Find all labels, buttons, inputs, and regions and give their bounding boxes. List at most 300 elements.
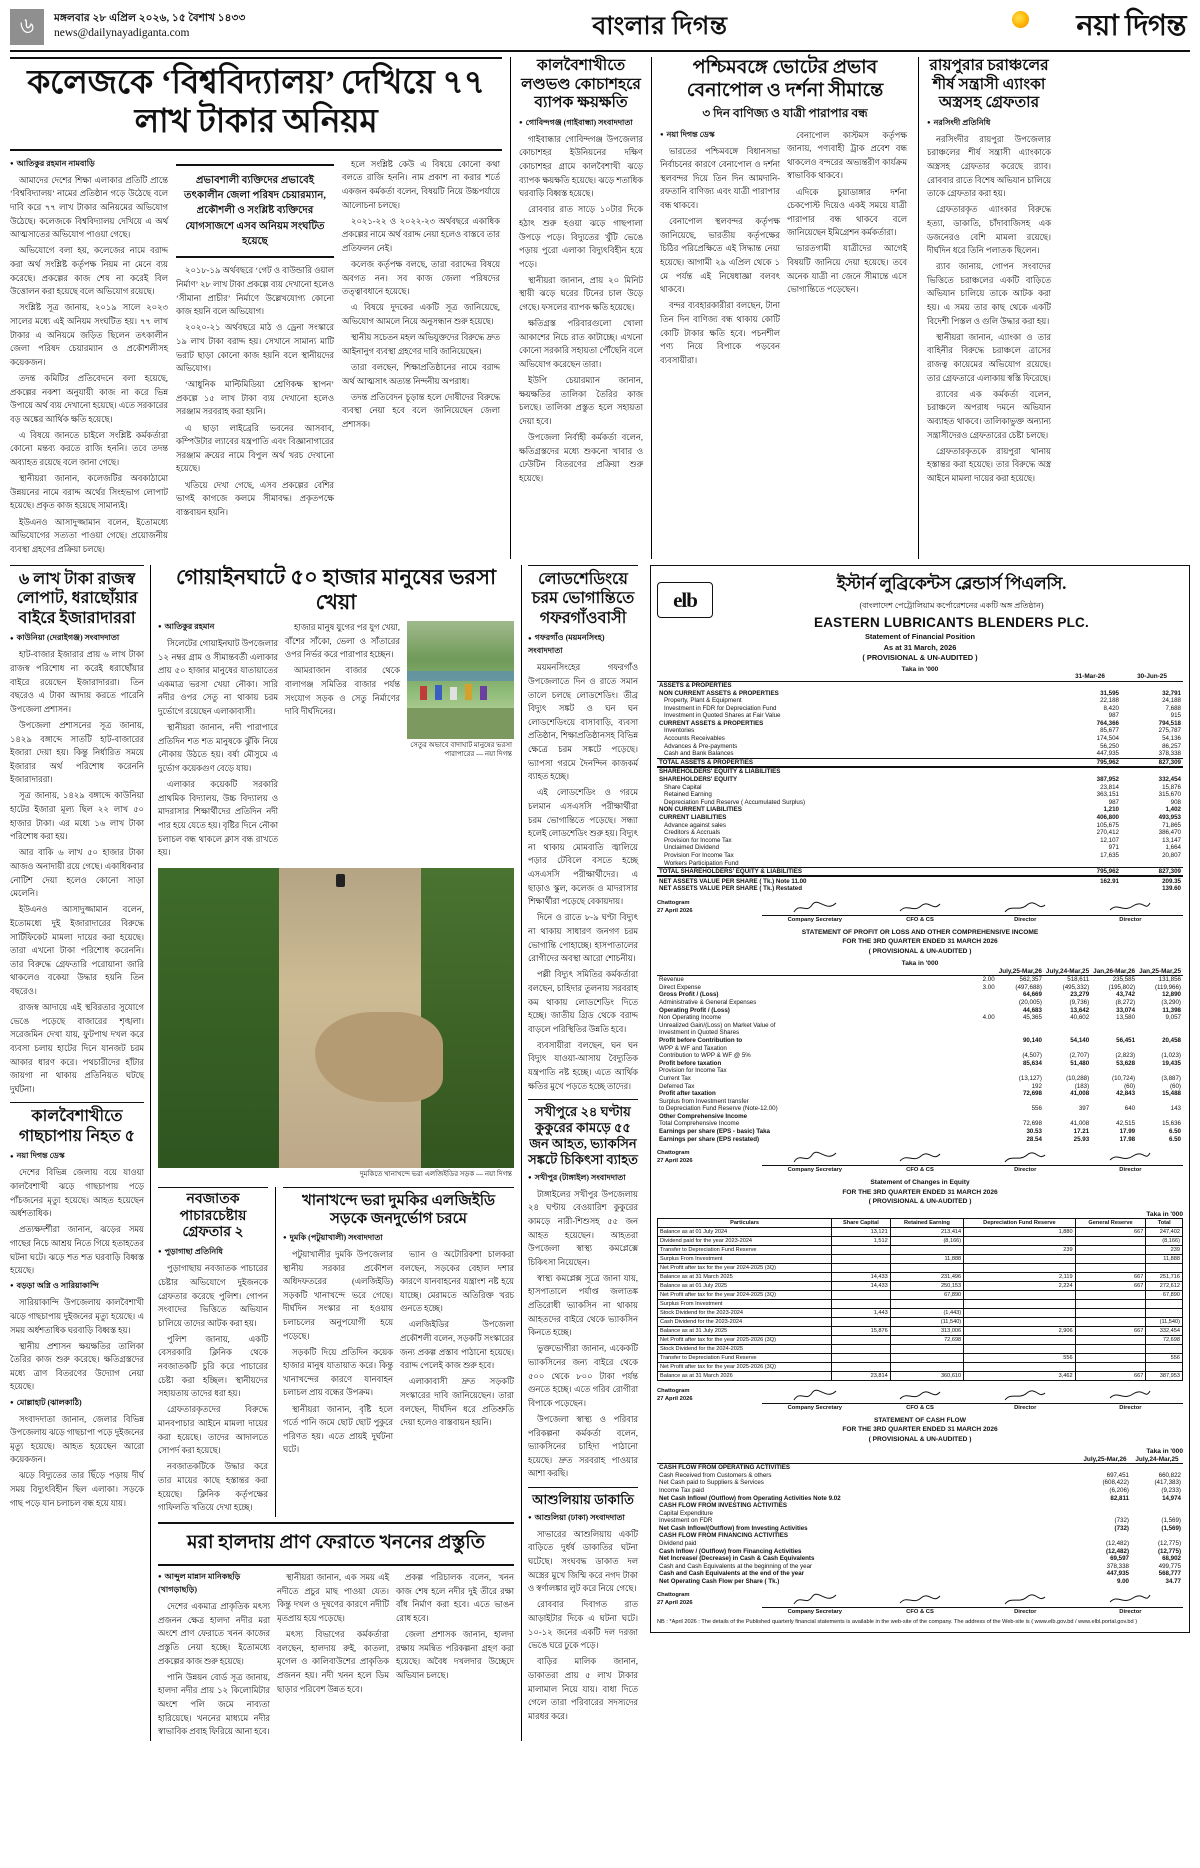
paragraph: ‘আধুনিক মাল্টিমিডিয়া শ্রেণিকক্ষ স্থাপন’ প্রকল্পে ১৫ লাখ টাকা ব্যয় দেখানো হলেও সরঞ্জাম সরবরাহ করা হয়নি। xyxy=(176,380,334,417)
table-row: CURRENT LIABILITIES 406,800 493,953 xyxy=(659,814,1181,822)
signature-12 xyxy=(1078,1387,1183,1411)
loadshedding-text xyxy=(528,661,638,1093)
lead-col2-text xyxy=(176,264,334,519)
table-row: Retained Earning 363,151 315,670 xyxy=(664,791,1181,799)
revenue-text xyxy=(10,648,144,1096)
table-row: ASSETS & PROPERTIES xyxy=(659,681,732,689)
paragraph: তদন্ত কমিটির প্রতিবেদনে বলা হয়েছে, প্রকল্পের নকশা অনুযায়ী কাজ না করে ভিন্ন উপায়ে অর্থ ব্যয় দেখানো হয়েছে। এতে সরকারের বড় অঙ্কের আর্থিক ক্ষতি হয়েছে। xyxy=(10,373,168,424)
equity-table xyxy=(657,1218,1183,1381)
table-row: Workers Participation Fund xyxy=(664,859,739,867)
table-row: Net Profit after tax for the year 2024-2025 (3Q) 67,890 67,890 xyxy=(658,1290,1183,1299)
bottommid-byline: ● পুড়াগাছা প্রতিনিধি xyxy=(158,1246,268,1259)
paragraph: স্থানীয়রা জানান, বৃষ্টি হলে গর্তে পানি জমে ছোট ছোট পুকুরে পরিণত হয়। এতে প্রায়ই দুর্ঘটনা ঘটে। xyxy=(283,1404,393,1455)
paragraph: ২০২১-২২ ও ২০২২-২৩ অর্থবছরে একাধিক প্রকল্পের নামে অর্থ বরাদ্দ নেয়া হলেও বাস্তবে তার প্রতিফলন নেই। xyxy=(342,216,500,254)
paragraph: ব্যবসায়ীরা বলছেন, ঘন ঘন বিদ্যুৎ যাওয়া-আসায় বৈদ্যুতিক যন্ত্রপাতি নষ্ট হচ্ছে। এতে আর্থিক ক্ষতির মুখে পড়তে হচ্ছে তাদের। xyxy=(528,1040,638,1091)
table-row: Net Profit after tax for the year 2025-2026 (3Q) xyxy=(658,1362,1183,1371)
khea-photo-caption: সেতুর অভাবে বাদাঘাট মানুষের ভরসা পারাপারের — নয়া দিগন্ত xyxy=(410,740,512,758)
table-row: Deferred Tax 192 (183) (60) (60) xyxy=(659,1082,1181,1090)
paragraph: গ্রেফতারকৃতকে রায়পুরা থানায় হস্তান্তর করা হয়েছে। তার বিরুদ্ধে অস্ত্র আইনে মামলা দায়ের করা হয়েছে। xyxy=(927,446,1051,483)
table-row: Investment in Quoted Shares xyxy=(659,1029,740,1037)
paragraph: স্বাস্থ্য কমপ্লেক্স সূত্রে জানা যায়, হাসপাতালে পর্যাপ্ত জলাতঙ্ক প্রতিরোধী ভ্যাকসিন না থাকায় আহতদের বাইরে থেকে ভ্যাকসিন কিনতে হচ্ছে। xyxy=(528,1273,638,1338)
westbengal-byline: ● নয়া দিগন্ত ডেস্ক xyxy=(660,129,780,142)
road-photo-caption: দুমকিতে খানাখন্দে ভরা এলজিইডির সড়ক — নয়া দিগন্ত xyxy=(359,1169,512,1178)
middle-section xyxy=(10,565,1190,1742)
table-row: Cash and Cash Equivalents at the end of the year 447,935 568,777 xyxy=(659,1570,1181,1578)
paragraph: প্রত্যক্ষদর্শীরা জানান, ঝড়ের সময় গাছের নিচে আশ্রয় নিতে গিয়ে হতাহতের ঘটনা ঘটে। ঝড়ে শত শত ঘরবাড়ি বিধ্বস্ত হয়েছে। xyxy=(10,1225,144,1276)
paragraph: স্থানীয়রা জানান, এক সময় এই নদীতে প্রচুর মাছ পাওয়া যেত। কিন্তু দখল ও দূষণের কারণে নদীটি মৃতপ্রায় হয়ে পড়েছে। xyxy=(277,1573,389,1624)
paragraph: হাজার মানুষ যুগের পর যুগ খেয়া, বাঁশের সাঁকো, ভেলা ও সাঁতারের ওপর নির্ভর করে পারাপার হচ্ছেন। xyxy=(285,623,400,660)
ad-footnote: NB : *April 2026 : The details of the Published quarterly financial statements is available in the web-site of the company. The address of the Web-site is ( www.elb.gov.bd / www.elbl.portal.gov.bd ) xyxy=(657,1619,1138,1626)
sig-role-15: Director xyxy=(973,1607,1078,1615)
pl-title-1: STATEMENT OF PROFIT OR LOSS AND OTHER COMPREHENSIVE INCOME xyxy=(801,928,1039,936)
table-row: CURRENT ASSETS & PROPERTIES 764,366 794,518 xyxy=(659,719,1181,727)
table-row: TOTAL ASSETS & PROPERTIES 795,962 827,309 xyxy=(659,758,1181,766)
column-divider xyxy=(918,57,919,559)
paragraph: পল্লী বিদ্যুৎ সমিতির কর্মকর্তারা বলছেন, চাহিদার তুলনায় সরবরাহ কম থাকায় লোডশেডিং দিতে হচ্ছে। জাতীয় গ্রিড থেকে বরাদ্দ বাড়লে পরিস্থিতির উন্নতি হবে। xyxy=(528,970,638,1034)
sig-scribble-icon xyxy=(867,899,972,915)
sig-place-date-4 xyxy=(657,1591,762,1615)
table-row: Profit after taxation 72,698 41,008 42,843 15,488 xyxy=(659,1090,1181,1098)
table-row: Balance as at 31 March 2025 14,433 231,496 2,119 667 251,716 xyxy=(658,1272,1183,1281)
paragraph: উপজেলা প্রশাসনের সূত্র জানায়, ১৪২৯ বঙ্গাব্দে সাতটি হাট-বাজারের ইজারা দেয়া হয়। কিন্তু নির্ধারিত সময়ে ইজারার অর্থ পরিশোধ করেননি ইজারাদাররা। xyxy=(10,720,144,785)
table-row: Current Tax (13,127) (10,288) (10,724) (3,887) xyxy=(659,1074,1181,1082)
section-title: বাংলার দিগন্ত xyxy=(592,12,728,40)
ad-header xyxy=(657,571,1183,630)
table-row: Net Cash Inflow/ (Outflow) from Operating Activities Note 9.02 82,811 14,974 xyxy=(659,1494,1181,1502)
paragraph: আর বাকি ৬ লাখ ৫০ হাজার টাকা আজও অনাদায়ী রয়ে গেছে। একাধিকবার নোটিশ দেয়া হলেও কোনো সাড়া মেলেনি। xyxy=(10,848,144,899)
cow-byline: ● সখীপুর (টাঙ্গাইল) সংবাদদাতা xyxy=(528,1172,638,1185)
cf-title-1: STATEMENT OF CASH FLOW xyxy=(873,1416,967,1424)
story-raipura xyxy=(927,57,1051,559)
cashflow-title xyxy=(657,1416,1183,1445)
paragraph: স্থানীয় সচেতন মহল অভিযুক্তদের বিরুদ্ধে দ্রুত আইনানুগ ব্যবস্থা গ্রহণের দাবি জানিয়েছেন। xyxy=(342,333,500,356)
bottomright-byline: ● দুমকি (পটুয়াখালী) সংবাদদাতা xyxy=(283,1232,514,1245)
sig-place-date-2 xyxy=(657,1149,762,1173)
table-row: Gross Profit / (Loss) 64,669 23,279 43,742 12,890 xyxy=(659,991,1181,999)
story-kalboishakhi xyxy=(519,57,643,559)
cf-taka-label: Taka in '000 xyxy=(1146,1448,1183,1456)
paragraph: নবজাতকটিকে উদ্ধার করে তার মায়ের কাছে হস্তান্তর করা হয়েছে। ক্লিনিক কর্তৃপক্ষের গাফিলতি খতিয়ে দেখা হচ্ছে। xyxy=(158,1462,268,1513)
publication-date: মঙ্গলবার ২৮ এপ্রিল ২০২৬, ১৫ বৈশাখ ১৪৩৩ xyxy=(54,13,246,25)
paragraph: হলে সংশ্লিষ্ট কেউ এ বিষয়ে কোনো কথা বলতে রাজি হননি। নাম প্রকাশ না করার শর্তে একজন কর্মকর্তা বলেন, বিষয়টি নিয়ে উচ্চপর্যায়ে আলোচনা চলছে। xyxy=(342,159,500,210)
kalboishakhi-headline: কালবৈশাখীতে লণ্ডভণ্ড কোচাশহরে ব্যাপক ক্ষয়ক্ষতি xyxy=(521,57,641,112)
paragraph: ভ্যান ও অটোরিকশা চালকরা বলছেন, সড়কের বেহাল দশার কারণে যানবাহনের যন্ত্রাংশ নষ্ট হয়ে যাচ্ছে। মেরামতে অতিরিক্ত খরচ গুনতে হচ্ছে। xyxy=(400,1249,514,1314)
signature-16 xyxy=(1078,1591,1183,1615)
table-row: Other Comprehensive Income xyxy=(659,1112,748,1120)
signature-7 xyxy=(973,1149,1078,1173)
sig-scribble-icon xyxy=(1078,1149,1183,1165)
paragraph: এ বিষয়ে জানতে চাইলে সংশ্লিষ্ট কর্মকর্তারা কোনো মন্তব্য করতে রাজি হননি। তবে তদন্ত অব্যাহত রয়েছে বলে জানা গেছে। xyxy=(10,430,168,468)
bottomleft-text xyxy=(10,1166,144,1277)
table-row: CASH FLOW FROM FINANCING ACTIVITIES xyxy=(659,1532,789,1540)
paragraph: ইউএনও আসাদুজ্জামান বলেন, ইতোমধ্যে দুই ইজারাদারের বিরুদ্ধে সার্টিফিকেট মামলা দায়ের করা হয়েছে। তারা এখনো টাকা পরিশোধ করেননি। তার বিরুদ্ধে গ্রেফতারি পরোয়ানা জারি থাকলেও বকেয়া উদ্ধার হয়নি তিন বছরেও। xyxy=(10,905,144,996)
table-row: Earnings per share (EPS - basic) Taka 30.53 17.21 17.99 6.50 xyxy=(659,1128,1181,1136)
bottomright-col-a xyxy=(283,1248,393,1460)
bottom-right-story xyxy=(283,1187,514,1517)
financial-ad-wrapper xyxy=(644,565,1190,1742)
paragraph: পটুয়াখালীর দুমকি উপজেলার স্থানীয় সরকার প্রকৌশল অধিদফতরের (এলজিইডি) সড়কটি খানাখন্দে ভরে গেছে। দীর্ঘদিন সংস্কার না হওয়ায় চলাচলের অনুপযোগী হয়ে পড়েছে। xyxy=(283,1249,393,1341)
sig-role-2: CFO & CS xyxy=(867,915,972,923)
paragraph: স্থানীয়রা জানান, প্রায় ২০ মিনিট স্থায়ী ঝড়ে ঘরের টিনের চাল উড়ে গেছে। ফসলের ব্যাপক ক্ষতি হয়েছে। xyxy=(519,275,643,313)
halda-col-2 xyxy=(277,1571,389,1741)
cow-text xyxy=(528,1188,638,1481)
paragraph: ২০১৮-১৯ অর্থবছরে ‘গেট ও বাউন্ডারি ওয়াল নির্মাণ’ ২৮ লাখ টাকা প্রকল্পে ব্যয় দেখানো হলেও ‘সীমানা প্রাচীর’ নির্মাণে উল্লেখযোগ্য কোনো কাজ হয়নি বলে অভিযোগ। xyxy=(176,266,334,317)
paragraph: সারিয়াকান্দি উপজেলায় কালবৈশাখী ঝড়ে গাছচাপায় দুইজনের মৃত্যু হয়েছে। এ সময় অর্ধশতাধিক ঘরবাড়ি বিধ্বস্ত হয়। xyxy=(10,1298,144,1335)
raipura-byline: ● নরসিংদী প্রতিনিধি xyxy=(927,117,1051,130)
sig-place-date-3 xyxy=(657,1387,762,1411)
paragraph: বেনাপোল স্থলবন্দর কর্তৃপক্ষ জানিয়েছে, ভারতীয় কর্তৃপক্ষের চিঠির পরিপ্রেক্ষিতে এই সিদ্ধান্ত নেয়া হয়েছে। আগামী ২৯ এপ্রিল থেকে ১ মে পর্যন্ত এই নিষেধাজ্ঞা বলবৎ থাকবে। xyxy=(660,217,780,295)
paragraph: ক্ষতিগ্রস্ত পরিবারগুলো খোলা আকাশের নিচে রাত কাটাচ্ছে। এখনো কোনো সরকারি সহায়তা পৌঁছেনি বলে অভিযোগ করেছেন তারা। xyxy=(519,319,643,370)
westbengal-headline: পশ্চিমবঙ্গে ভোটের প্রভাব বেনাপোল ও দর্শনা সীমান্তে xyxy=(686,57,884,101)
lead-byline: ● আতিকুর রহমান নামবাড়ি xyxy=(10,158,168,171)
sig-scribble-icon xyxy=(973,899,1078,915)
page-folio-number: ৬ xyxy=(10,9,44,45)
bottomleft-headline: কালবৈশাখীতে গাছচাপায় নিহত ৫ xyxy=(10,1102,144,1146)
paragraph: সাভারের আশুলিয়ায় একটি বাড়িতে দুর্ধর্ষ ডাকাতির ঘটনা ঘটেছে। সংঘবদ্ধ ডাকাত দল অস্ত্রের মুখে জিম্মি করে নগদ টাকা ও স্বর্ণালঙ্কার লুট করে নিয়ে গেছে। xyxy=(528,1529,638,1594)
sig-role-16: Director xyxy=(1078,1607,1183,1615)
table-row: Total Comprehensive Income 72,698 41,008 42,515 15,636 xyxy=(659,1120,1181,1128)
table-row: Transfer to Depreciation Fund Reserve 556 556 xyxy=(658,1353,1183,1362)
sig-date-3: 27 April 2026 xyxy=(657,1395,693,1402)
paragraph: তদন্ত প্রতিবেদন চূড়ান্ত হলে দোষীদের বিরুদ্ধে ব্যবস্থা নেয়া হবে বলে জানিয়েছেন জেলা প্রশাসক। xyxy=(342,392,500,429)
table-column-header: General Reserve xyxy=(1075,1218,1146,1227)
paragraph: ঝড়ে বিদ্যুতের তার ছিঁড়ে পড়ায় দীর্ঘ সময় বিদ্যুৎবিহীন ছিল এলাকা। সড়কে গাছ পড়ে যান চলাচল বন্ধ হয়ে যায়। xyxy=(10,1471,144,1508)
table-row: Advances & Pre-payments 56,250 86,257 xyxy=(664,742,1181,750)
paragraph: নরসিংদীর রায়পুরা উপজেলার চরাঞ্চলের শীর্ষ সন্ত্রাসী এ্যাংকাকে অস্ত্রসহ গ্রেফতার করেছে র‌্যাব। রোববার রাতে বিশেষ অভিযান চালিয়ে তাকে গ্রেফতার করা হয়। xyxy=(927,134,1051,199)
table-row: to Depreciation Fund Reserve (Note-12.00) 556 397 640 143 xyxy=(659,1105,1181,1113)
lead-col1-text xyxy=(10,174,168,556)
table-row: Profit before Contribution to 90,140 54,140 56,451 20,458 xyxy=(659,1036,1181,1044)
column-khea xyxy=(151,565,521,1742)
table-row: Dividend paid for the year 2023-2024 1,512 (8,166) (8,166) xyxy=(658,1236,1183,1245)
table-row: Surplus From Investment xyxy=(658,1299,1183,1308)
signature-row-1 xyxy=(657,899,1183,923)
paragraph: স্থানীয়রা জানান, নদী পারাপারে প্রতিদিন শত শত মানুষকে ঝুঁকি নিয়ে নৌকায় উঠতে হয়। বর্ষা মৌসুমে এ দুর্ভোগ কয়েকগুণ বেড়ে যায়। xyxy=(158,723,278,774)
halda-headline: মরা হালদায় প্রাণ ফেরাতে খননের প্রস্তুতি xyxy=(158,1522,514,1566)
table-row: Transfer to Depreciation Fund Reserve 239 239 xyxy=(658,1245,1183,1254)
table-row: NON CURRENT LIABILITIES 1,210 1,402 xyxy=(659,806,1181,814)
sig-role-10: CFO & CS xyxy=(867,1403,972,1411)
table-row: Unclaimed Dividend 971 1,664 xyxy=(664,844,1181,852)
sig-scribble-icon xyxy=(973,1387,1078,1403)
table-row: Contribution to WPP & WF @ 5% (4,507) (2,707) (2,823) (1,023) xyxy=(659,1052,1181,1060)
paragraph: মৎস্য বিভাগের কর্মকর্তারা বলছেন, হালদায় রুই, কাতলা, মৃগেল ও কালিবাউশের প্রাকৃতিক প্রজনন হয়। নদী খনন হলে ডিম ছাড়ার পরিবেশ উন্নত হবে। xyxy=(277,1630,389,1694)
westbengal-text-b xyxy=(787,129,907,297)
signature-2 xyxy=(867,899,972,923)
sig-scribble-icon xyxy=(867,1591,972,1607)
paragraph: ভারতগামী যাত্রীদের আগেই বিষয়টি জানিয়ে দেয়া হয়েছে। তবে অনেক যাত্রী না জেনে সীমান্তে এসে ভোগান্তিতে পড়েছেন। xyxy=(787,244,907,295)
paragraph: ময়মনসিংহের গফরগাঁও উপজেলাতে দিন ও রাতে সমান তালে চলছে লোডশেডিং। তীব্র বিদ্যুৎ সঙ্কট ও ঘন ঘন লোডশেডিংয়ে বাসাবাড়ি, ব্যবসা প্রতিষ্ঠান, শিক্ষাপ্রতিষ্ঠানসহ বিভিন্ন ক্ষেত্রে চরম সঙ্কটে পড়েছে। ভ্যাপসা গরমে দৈনন্দিন কাজকর্ম ব্যাহত হচ্ছে। xyxy=(528,663,638,782)
sig-place-date-1 xyxy=(657,899,762,923)
paragraph: কলেজ কর্তৃপক্ষ বলছে, তারা বরাদ্দের বিষয়ে অবগত নন। সব কাজ জেলা পরিষদের তত্ত্বাবধানে হয়েছে। xyxy=(342,260,500,297)
lead-column-1 xyxy=(10,158,168,559)
paragraph: হাট-বাজার ইজারার প্রায় ৬ লাখ টাকা রাজস্ব পরিশোধ না করেই ধরাছোঁয়ার বাইরে রয়েছেন ইজারাদাররা। তিন বছরেও এ টাকা আদায় করতে পারেনি উপজেলা প্রশাসন। xyxy=(10,650,144,714)
khea-photo xyxy=(407,621,514,739)
halda-text-1 xyxy=(158,1600,270,1739)
paragraph: সংশ্লিষ্ট সূত্র জানায়, ২০১৯ সালে ২০২৩ সালের মধ্যে এই অনিয়ম সংঘটিত হয়। ৭৭ লাখ টাকার এ অনিয়মে জড়িত ছিলেন তৎকালীন জেলা পরিষদ চেয়ারম্যান ও প্রকৌশলীসহ কয়েকজন। xyxy=(10,303,168,367)
table-row: SHAREHOLDERS' EQUITY 387,952 332,454 xyxy=(659,776,1181,784)
sig-role-14: CFO & CS xyxy=(867,1607,972,1615)
table-row: CASH FLOW FROM INVESTING ACTIVITIES xyxy=(659,1502,787,1510)
paragraph: আমরাজান বাজার থেকে বালাগঞ্জ সমিতির বাজার পর্যন্ত সংযোগ সড়ক ও সেতু নির্মাণের দাবি দীর্ঘদিনের। xyxy=(285,666,400,717)
loadshedding-headline: লোডশেডিংয়ে চরম ভোগান্তিতে গফরগাঁওবাসী xyxy=(528,565,638,629)
ad-company-names xyxy=(720,571,1183,630)
company-parent-bn: (বাংলাদেশ পেট্রোলিয়াম কর্পোরেশনের একটি অঙ্গ প্রতিষ্ঠান) xyxy=(859,600,1044,610)
khea-text-a xyxy=(158,637,278,860)
table-row: Cash and Cash Equivalents at the beginning of the year 378,338 499,775 xyxy=(659,1562,1181,1570)
table-row: Balance as at 31 July 2025 15,876 313,006 2,906 667 332,454 xyxy=(658,1326,1183,1335)
story-westbengal xyxy=(660,57,910,559)
westbengal-col-a xyxy=(660,129,780,370)
sig-date-1: 27 April 2026 xyxy=(657,907,693,914)
table-row: Direct Expense 3.00 (497,688) (495,332) (195,802) (119,966) xyxy=(659,983,1181,991)
stmt-line-3: ( PROVISIONAL & UN-AUDITED ) xyxy=(862,653,978,663)
table-row: Dividend paid (12,482) (12,775) xyxy=(659,1540,1181,1548)
table-row: Provision for Income Tax 12,107 13,147 xyxy=(664,836,1181,844)
sig-place-1: Chattogram xyxy=(657,899,690,906)
sig-role-3: Director xyxy=(973,915,1078,923)
column-left-revenue xyxy=(10,565,150,1742)
sig-role-9: Company Secretary xyxy=(762,1403,867,1411)
paragraph: তারা বলছেন, শিক্ষাপ্রতিষ্ঠানের নামে বরাদ্দ অর্থ আত্মসাৎ অত্যন্ত নিন্দনীয় অপরাধ। xyxy=(342,362,500,386)
paragraph: রোববার দিবাগত রাত আড়াইটার দিকে এ ঘটনা ঘটে। ১০-১২ জনের একটি দল দরজা ভেঙে ঘরে ঢুকে পড়ে। xyxy=(528,1600,638,1651)
paragraph: সড়কটি দিয়ে প্রতিদিন কয়েক হাজার মানুষ যাতায়াত করে। কিন্তু খানাখন্দের কারণে যানবাহন চলাচল প্রায় বন্ধের উপক্রম। xyxy=(283,1347,393,1398)
table-row: Net Cash Inflow/(Outflow) from Investing Activities (732) (1,569) xyxy=(659,1524,1181,1532)
bottomright-text-a xyxy=(283,1248,393,1457)
paragraph: এলজিইডির উপজেলা প্রকৌশলী বলেন, সড়কটি সংস্কারের জন্য প্রকল্প প্রস্তাব পাঠানো হয়েছে। বরাদ্দ পেলেই কাজ শুরু হবে। xyxy=(400,1320,514,1371)
signature-10 xyxy=(867,1387,972,1411)
paragraph: ইউএনও আসাদুজ্জামান বলেন, ইতোমধ্যে অভিযোগের সত্যতা পাওয়া গেছে। প্রয়োজনীয় ব্যবস্থা গ্রহণের প্রক্রিয়া চলছে। xyxy=(10,517,168,554)
paragraph: ২০২০-২১ অর্থবছরে মাঠ ও ড্রেনা সংস্কারে ১৯ লাখ টাকা বরাদ্দ হয়। সেখানে সামান্য মাটি ভরাট ছাড়া কোনো কাজ হয়নি বলে স্থানীয়দের অভিযোগ। xyxy=(176,323,334,374)
sig-date-4: 27 April 2026 xyxy=(657,1600,693,1607)
table-row: Earnings per share (EPS restated) 28.54 25.93 17.98 6.50 xyxy=(659,1135,1181,1143)
table-column-header: Share Capital xyxy=(832,1218,891,1227)
table-row: NON CURRENT ASSETS & PROPERTIES 31,595 32,791 xyxy=(659,689,1181,697)
khea-col-a xyxy=(158,621,278,862)
table-row: Net Cash paid to Suppliers & Services (608,422) (417,383) xyxy=(659,1479,1181,1487)
date-email-block xyxy=(54,12,245,42)
robbery-headline: আশুলিয়ায় ডাকাতি xyxy=(528,1487,638,1508)
halda-text-2 xyxy=(277,1571,389,1696)
sig-role-7: Director xyxy=(973,1165,1078,1173)
sig-scribble-icon xyxy=(762,899,867,915)
table-row: Depreciation Fund Reserve ( Accumulated Surplus) 987 908 xyxy=(664,798,1181,806)
paragraph: জেলা প্রশাসক জানান, হালদা রক্ষায় সমন্বিত পরিকল্পনা গ্রহণ করা হয়েছে। অবৈধ দখলদার উচ্ছেদে অভিযান চলছে। xyxy=(396,1630,514,1681)
column-divider xyxy=(651,57,652,559)
contact-email: news@dailynayadiganta.com xyxy=(54,27,190,40)
kalboishakhi-text xyxy=(519,133,643,486)
table-row: Provision for Income Tax xyxy=(659,1067,727,1075)
sig-scribble-icon xyxy=(1078,1591,1183,1607)
paragraph: র‌্যাবের এক কর্মকর্তা বলেন, চরাঞ্চলে অপরাধ দমনে অভিযান অব্যাহত থাকবে। তালিকাভুক্ত অন্যান্য সন্ত্রাসীদেরও গ্রেফতারের চেষ্টা চলছে। xyxy=(927,389,1051,440)
table-column-header: Total xyxy=(1146,1218,1183,1227)
stmt-line-2: As at 31 March, 2026 xyxy=(883,642,957,652)
bottomleft-sub3-text xyxy=(10,1413,144,1511)
table-row: Creditors & Accruals 270,412 386,470 xyxy=(664,829,1181,837)
table-row: Cash and Bank Balances 447,935 378,338 xyxy=(664,750,1181,758)
robbery-text xyxy=(528,1528,638,1724)
paragraph: দেশের বিভিন্ন জেলায় বয়ে যাওয়া কালবৈশাখী ঝড়ে গাছচাপায় পড়ে পাঁচজনের মৃত্যু হয়েছে। আহত হয়েছেন অর্ধশতাধিক। xyxy=(10,1168,144,1219)
sig-role-11: Director xyxy=(973,1403,1078,1411)
table-row: Advance against sales 105,675 71,865 xyxy=(664,821,1181,829)
signature-8 xyxy=(1078,1149,1183,1173)
revenue-byline: ● কাউনিয়া (দেরাইগঞ্জ) সংবাদদাতা xyxy=(10,632,144,645)
cf-title-2: FOR THE 3RD QUARTER ENDED 31 MARCH 2026 xyxy=(842,1426,998,1434)
sig-role-5: Company Secretary xyxy=(762,1165,867,1173)
bottomright-cols xyxy=(283,1248,514,1460)
equity-title xyxy=(657,1178,1183,1207)
table-row: Cash Inflow / (Outflow) from Financing Activities (12,482) (12,775) xyxy=(659,1547,1181,1555)
table-column-header: Retained Earning xyxy=(890,1218,963,1227)
halda-byline: ● আব্দুল মান্নান মানিকছড়ি (খাগড়াছড়ি) xyxy=(158,1571,270,1597)
bottommid-text xyxy=(158,1262,268,1514)
table-header-row: July,25-Mar,26 July,24-Mar,25 xyxy=(657,1455,1183,1463)
bottomleft-byline: ● নয়া দিগন্ত ডেস্ক xyxy=(10,1150,144,1163)
westbengal-subhead: ৩ দিন বাণিজ্য ও যাত্রী পারাপার বন্ধ xyxy=(702,105,868,120)
sig-role-4: Director xyxy=(1078,915,1183,923)
paragraph: গাইবান্ধার গোবিন্দগঞ্জ উপজেলার কোচাশহর ইউনিয়নের দক্ষিণ কোচাশহর গ্রামে কালবৈশাখী ঝড়ে ব্যাপক ক্ষয়ক্ষতি হয়েছে। ঝড়ে শতাধিক ঘরবাড়ি বিধ্বস্ত হয়েছে। xyxy=(519,134,643,199)
signature-4 xyxy=(1078,899,1183,923)
halda-text-3 xyxy=(396,1571,514,1682)
paragraph: ভুক্তভোগীরা জানান, একেকটি ভ্যাকসিনের জন্য বাইরে থেকে ৫০০ থেকে ৮০০ টাকা পর্যন্ত গুনতে হচ্ছে। এতে গরিব রোগীরা বিপাকে পড়েছেন। xyxy=(528,1344,638,1408)
table-row: Stock Dividend for the 2023-2024 1,443 (1,443) xyxy=(658,1308,1183,1317)
khea-col-b xyxy=(285,621,400,862)
paragraph: স্থানীয়রা জানান, কলেজটির অবকাঠামো উন্নয়নের নামে বরাদ্দ অর্থের সিংহভাগ লোপাট হয়েছে। প্রকৃত কাজ হয়েছে সামান্যই। xyxy=(10,474,168,511)
pl-taka-label: Taka in '000 xyxy=(901,960,939,968)
bottomright-headline: খানাখন্দে ভরা দুমকির এলজিইডি সড়কে জনদুর্ভোগ চরমে xyxy=(283,1187,514,1228)
signature-row-2 xyxy=(657,1149,1183,1173)
table-row: Profit before taxation 85,634 51,480 53,628 19,435 xyxy=(659,1059,1181,1067)
signature-15 xyxy=(973,1591,1078,1615)
paragraph: অভিযোগে বলা হয়, কলেজের নামে বরাদ্দ করা অর্থ সংশ্লিষ্ট কর্তৃপক্ষ নিয়ম না মেনে ব্যয় করেছে। প্রকল্পের কাজ শেষ না করেই বিল উত্তোলন করা হয়েছে বলে অভিযোগ রয়েছে। xyxy=(10,246,168,297)
column-loadshedding xyxy=(522,565,644,1742)
lead-column-3 xyxy=(342,158,500,559)
table-row: Administrative & General Expenses (20,005) (9,736) (8,272) (3,290) xyxy=(659,998,1181,1006)
paragraph: গ্রেফতারকৃত এ্যাংকার বিরুদ্ধে হত্যা, ডাকাতি, চাঁদাবাজিসহ এক ডজনেরও বেশি মামলা রয়েছে। দীর্ঘদিন ধরে তিনি পলাতক ছিলেন। xyxy=(927,205,1051,256)
sig-scribble-icon xyxy=(1078,1387,1183,1403)
bottomleft-sub2-text xyxy=(10,1296,144,1394)
sig-scribble-icon xyxy=(867,1149,972,1165)
table-row: Balance as at 31 March 2026 23,814 360,610 3,462 667 387,953 xyxy=(658,1371,1183,1380)
bottom-mid-story xyxy=(158,1187,268,1517)
paragraph: ভারতের পশ্চিমবঙ্গে বিধানসভা নির্বাচনের কারণে বেনাপোল ও দর্শনা স্থলবন্দর দিয়ে তিন দিন আমদানি-রফতানি বাণিজ্য এবং যাত্রী পারাপার বন্ধ থাকবে। xyxy=(660,146,780,211)
paragraph: বেনাপোল কাস্টমস কর্তৃপক্ষ জানায়, পণ্যবাহী ট্রাক প্রবেশ বন্ধ থাকলেও বন্দরের অভ্যন্তরীণ কার্যক্রম স্বাভাবিক থাকবে। xyxy=(787,130,907,181)
lead-story xyxy=(10,57,510,559)
table-row: Revenue 2.00 562,357 518,611 235,585 131,856 xyxy=(659,976,1181,984)
signature-row-4 xyxy=(657,1591,1183,1615)
westbengal-columns xyxy=(660,129,910,370)
table-header-row: July,25-Mar,26 July,24-Mar,25 Jan,26-Mar,26 Jan,25-Mar,25 xyxy=(657,967,1183,975)
signature-13 xyxy=(762,1591,867,1615)
table-row: Accounts Receivables 174,504 54,136 xyxy=(664,735,1181,743)
sig-scribble-icon xyxy=(762,1387,867,1403)
table-column-header: Depreciation Fund Reserve xyxy=(964,1218,1075,1227)
paragraph: ইউপি চেয়ারম্যান জানান, ক্ষয়ক্ষতির তালিকা তৈরির কাজ চলছে। তালিকা প্রস্তুত হলে সহায়তা দেয়া হবে। xyxy=(519,376,643,426)
halda-col-3 xyxy=(396,1571,514,1741)
top-section xyxy=(10,57,1190,559)
table-row: Capital Expenditure xyxy=(659,1509,714,1517)
paragraph: দিনে ও রাতে ৮-৯ ঘণ্টা বিদ্যুৎ না থাকায় সাধারণ জনগণ চরম ভোগান্তি পোহাচ্ছে। হাসপাতালের রোগীদের অবস্থা আরো শোচনীয়। xyxy=(528,913,638,964)
eq-title-1: Statement of Changes in Equity xyxy=(870,1178,970,1186)
revenue-headline: ৬ লাখ টাকা রাজস্ব লোপাট, ধরাছোঁয়ার বাইরে ইজারাদাররা xyxy=(10,565,144,629)
table-header-row: 31-Mar-26 30-Jun-25 xyxy=(657,673,1183,681)
paragraph: র‌্যাব জানায়, গোপন সংবাদের ভিত্তিতে চরাঞ্চলের একটি বাড়িতে অভিযান চালিয়ে তাকে আটক করা হয়। এ সময় তার কাছ থেকে একটি বিদেশী পিস্তল ও গুলি উদ্ধার করা হয়। xyxy=(927,262,1051,326)
paragraph: এ বিষয়ে দুদকের একটি সূত্র জানিয়েছে, অভিযোগ আমলে নিয়ে অনুসন্ধান শুরু হয়েছে। xyxy=(342,303,500,327)
bottomleft-sub3-head: ● মোল্লাহাট (ঝালকাঠি) xyxy=(10,1397,144,1410)
signature-1 xyxy=(762,899,867,923)
table-row: Surplus from Investment transfer xyxy=(659,1097,749,1105)
westbengal-col-b xyxy=(787,129,907,370)
table-row: Provision For Income Tax 17,635 20,807 xyxy=(664,851,1181,859)
sig-role-6: CFO & CS xyxy=(867,1165,972,1173)
paragraph: খতিয়ে দেখা গেছে, এসব প্রকল্পের বেশির ভাগই কাগজে কলমে সীমাবদ্ধ। প্রকৃতপক্ষে বাস্তবায়ন হয়নি। xyxy=(176,480,334,517)
top-right-columns xyxy=(511,57,1190,559)
table-row: Net Operating Cash Flow per Share ( Tk.) 9.00 34.77 xyxy=(659,1578,1181,1586)
bottomleft-sub2-head: ● বড়ড়া অগ্নি ও সারিয়াকান্দি xyxy=(10,1280,144,1293)
paragraph: এদিকে চুয়াডাঙ্গার দর্শনা চেকপোস্ট দিয়েও একই সময়ে যাত্রী পারাপার বন্ধ থাকবে বলে জানিয়েছেন ইমিগ্রেশন কর্মকর্তারা। xyxy=(787,187,907,238)
table-row: Property, Plant & Equipment 22,188 24,188 xyxy=(664,697,1181,705)
masthead xyxy=(10,6,1190,52)
signature-11 xyxy=(973,1387,1078,1411)
paragraph: প্রকল্প পরিচালক বলেন, খনন কাজ শেষ হলে নদীর দুই তীরে রক্ষা বাঁধ নির্মাণ করা হবে। এতে ভাঙন রোধ হবে। xyxy=(396,1573,514,1624)
lead-column-2 xyxy=(176,158,334,559)
financial-advertisement xyxy=(650,565,1190,1633)
paragraph: এলাকার কয়েকটি সরকারি প্রাথমিক বিদ্যালয়, উচ্চ বিদ্যালয় ও মাদরাসার শিক্ষার্থীদের প্রতিদিন নদী পার হয়ে যেতে হয়। বৃষ্টির দিনে নৌকা চলাচল বন্ধ থাকলে ক্লাস বন্ধ রাখতে হয়। xyxy=(158,780,278,858)
sig-date-2: 27 April 2026 xyxy=(657,1158,693,1165)
signature-row-3 xyxy=(657,1387,1183,1411)
robbery-byline: ● আশুলিয়া (ঢাকা) সংবাদদাতা xyxy=(528,1512,638,1525)
paragraph: সূত্র জানায়, ১৪২৯ বঙ্গাব্দে কাউনিয়া হাটের ইজারা মূল্য ছিল ২২ লাখ ৫০ হাজার টাকা। এর মধ্যে ১৬ লাখ টাকা পরিশোধ করা হয়। xyxy=(10,791,144,842)
table-row: Share Capital 23,814 15,876 xyxy=(664,783,1181,791)
khea-text-b xyxy=(285,621,400,719)
pl-title-3: ( PROVISIONAL & UN-AUDITED ) xyxy=(868,947,972,955)
halda-cols xyxy=(158,1571,514,1741)
khea-body xyxy=(158,621,514,862)
sig-scribble-icon xyxy=(973,1149,1078,1165)
raipura-headline: রায়পুরার চরাঞ্চলের শীর্ষ সন্ত্রাসী এ্যাংকা অস্ত্রসহ গ্রেফতার xyxy=(929,57,1049,112)
halda-col-1 xyxy=(158,1571,270,1741)
table-row: Cash Dividend for the 2023-2024 (11,540) (11,540) xyxy=(658,1317,1183,1326)
table-row: Unrealized Gain/(Loss) on Market Value of xyxy=(659,1021,776,1029)
balance-sheet-table xyxy=(657,673,1183,893)
sig-place-2: Chattogram xyxy=(657,1149,690,1156)
table-row: Investment in FDR for Depreciation Fund 8,420 7,688 xyxy=(664,704,1181,712)
lead-headline: কলেজকে ‘বিশ্ববিদ্যালয়’ দেখিয়ে ৭৭ লাখ টাকার অনিয়ম xyxy=(10,57,502,151)
paragraph: এলাকাবাসী দ্রুত সড়কটি সংস্কারের দাবি জানিয়েছেন। তারা বলছেন, দীর্ঘদিন ধরে প্রতিশ্রুতি দেয়া হলেও বাস্তবায়ন হয়নি। xyxy=(400,1377,514,1428)
paragraph: পুড়াগাছায় নবজাতক পাচারের চেষ্টার অভিযোগে দুইজনকে গ্রেফতার করেছে পুলিশ। গোপন সংবাদের ভিত্তিতে অভিযান চালিয়ে তাদের আটক করা হয়। xyxy=(158,1264,268,1328)
paragraph: পানি উন্নয়ন বোর্ড সূত্র জানায়, হালদা নদীর প্রায় ১২ কিলোমিটার অংশে পলি জমে নাব্যতা হারিয়েছে। খননের মাধ্যমে নদীর স্বাভাবিক প্রবাহ ফিরিয়ে আনা হবে। xyxy=(158,1672,270,1737)
signature-9 xyxy=(762,1387,867,1411)
cashflow-table xyxy=(657,1455,1183,1585)
table-row: Operating Profit / (Loss) 44,683 13,642 33,074 11,398 xyxy=(659,1006,1181,1014)
khea-byline: ● আতিকুর রহমান xyxy=(158,621,278,634)
westbengal-text-a xyxy=(660,145,780,368)
sig-place-4: Chattogram xyxy=(657,1592,690,1599)
signature-6 xyxy=(867,1149,972,1173)
raipura-text xyxy=(927,133,1051,486)
khea-photo-block xyxy=(407,621,514,862)
table-row: CASH FLOW FROM OPERATING ACTIVITIES xyxy=(659,1464,790,1472)
signature-14 xyxy=(867,1591,972,1615)
bottomright-text-b xyxy=(400,1248,514,1430)
paragraph: সংবাদদাতা জানান, জেলার বিভিন্ন উপজেলায় ঝড়ে গাছচাপা পড়ে দুইজনের মৃত্যু হয়েছে। আহত হয়েছেন আরো কয়েকজন। xyxy=(10,1414,144,1465)
paragraph: এ ছাড়া লাইব্রেরি ভবনের আসবাব, কম্পিউটার ল্যাবের যন্ত্রপাতি এবং বিজ্ঞানাগারের সরঞ্জাম ক্রয়ের নামে বিপুল অর্থ খরচ দেখানো হয়েছে। xyxy=(176,423,334,474)
taka-unit-label: Taka in '000 xyxy=(901,666,939,674)
table-row: SHAREHOLDERS' EQUITY & LIABILITIES xyxy=(659,768,781,776)
loadshedding-byline: ● গফরগাঁও (ময়মনসিংহ) সংবাদদাতা xyxy=(528,632,638,658)
paragraph: স্থানীয় প্রশাসন ক্ষয়ক্ষতির তালিকা তৈরির কাজ শুরু করেছে। ক্ষতিগ্রস্তদের মধ্যে ত্রাণ বিতরণের উদ্যোগ নেয়া হয়েছে। xyxy=(10,1341,144,1392)
signature-3 xyxy=(973,899,1078,923)
